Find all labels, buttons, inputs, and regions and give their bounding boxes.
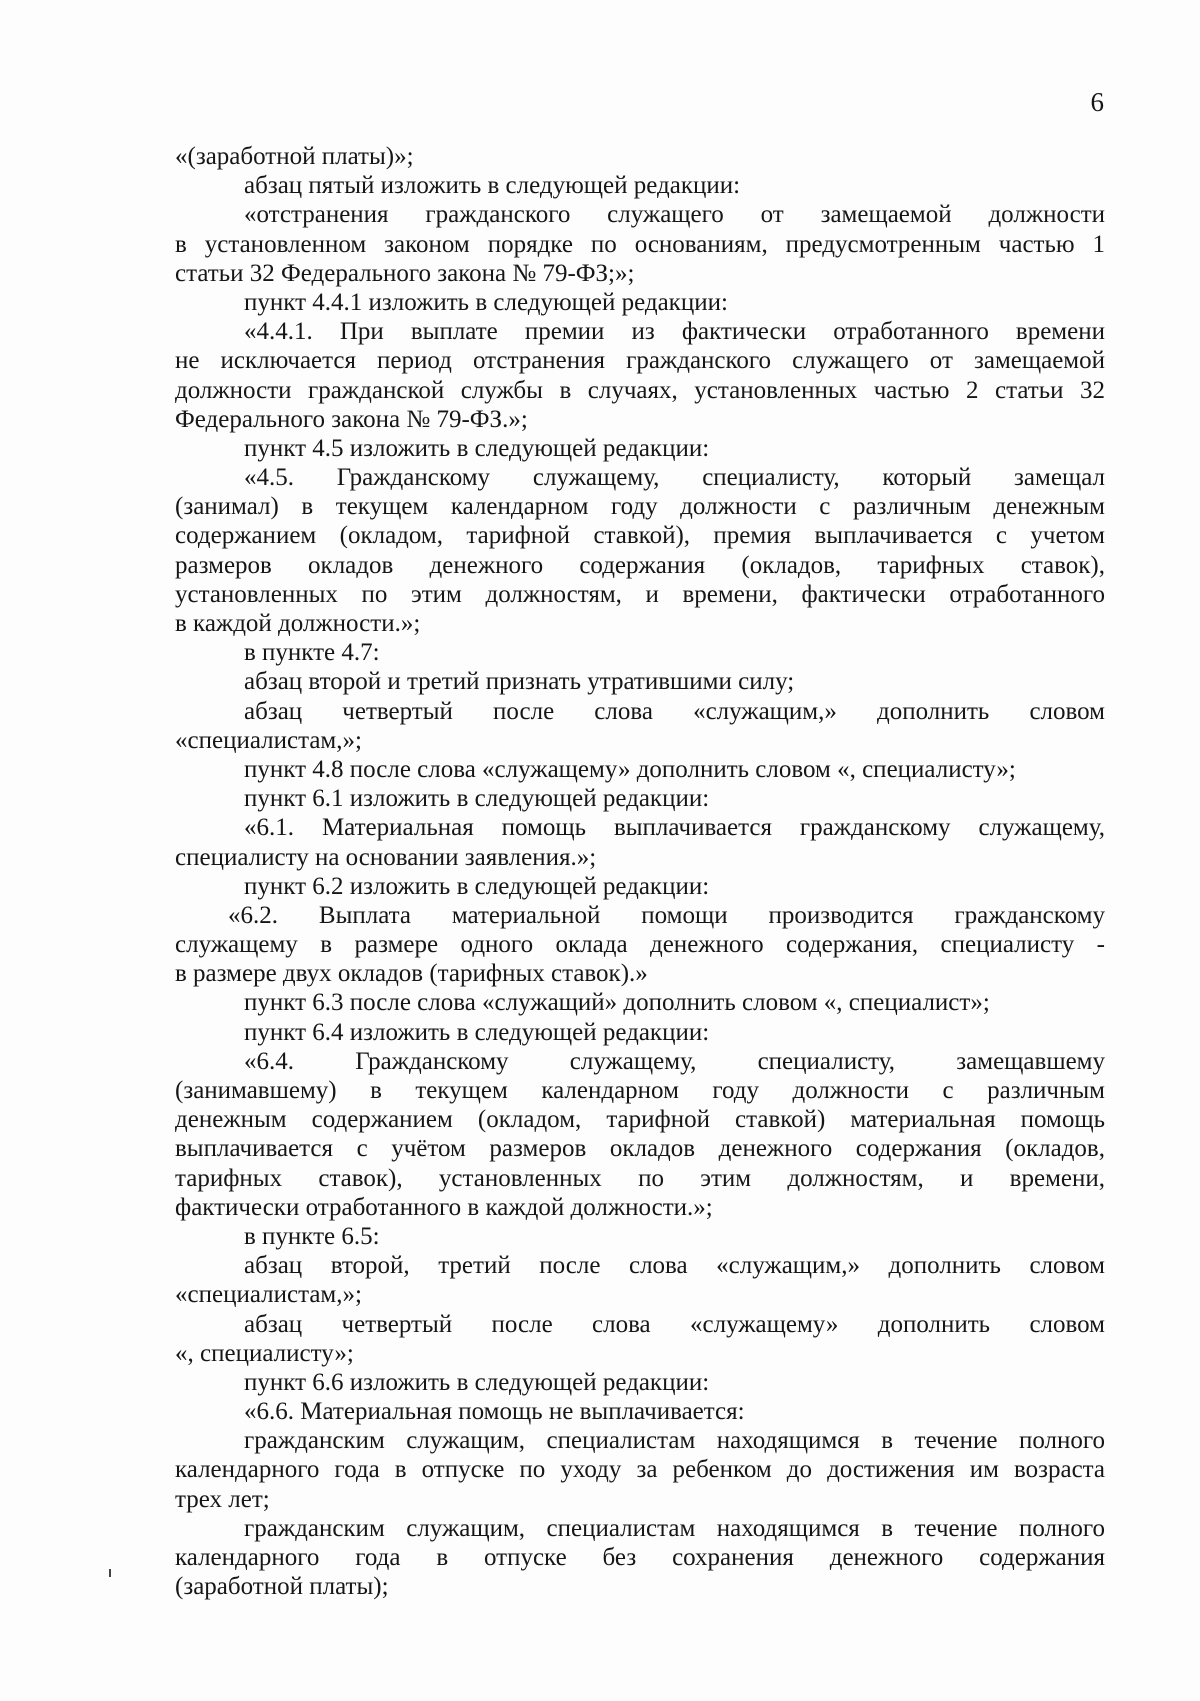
text-line: установленных по этим должностям, и времени, фактически отработанного [175, 580, 1105, 608]
text-line: «4.4.1. При выплате премии из фактически отработанного времени [244, 318, 1105, 346]
text-line: размеров окладов денежного содержания (окладов, тарифных ставок), [175, 551, 1105, 579]
text-line: денежным содержанием (окладом, тарифной ставкой) материальная помощь [175, 1106, 1105, 1134]
text-line: «6.1. Материальная помощь выплачивается гражданскому служащему, [244, 814, 1105, 842]
text-line: (занимавшему) в текущем календарном году должности с различным [175, 1077, 1105, 1104]
text-line: в каждой должности.»; [175, 610, 421, 637]
page-number: 6 [1090, 87, 1104, 117]
text-line: Федерального закона № 79-ФЗ.»; [175, 405, 528, 433]
text-line: гражданским служащим, специалистам находящимся в течение полного [244, 1427, 1105, 1455]
text-line: не исключается период отстранения гражданского служащего от замещаемой [175, 347, 1105, 375]
text-line: (занимал) в текущем календарном году должности с различным денежным [175, 493, 1105, 521]
text-line: календарного года в отпуске без сохранения денежного содержания [175, 1544, 1105, 1571]
text-line: фактически отработанного в каждой должности.»; [175, 1193, 713, 1221]
text-line: пункт 6.6 изложить в следующей редакции: [244, 1368, 710, 1396]
document-body [175, 142, 1105, 1601]
text-line: (заработной платы); [175, 1573, 389, 1601]
text-line: календарного года в отпуске по уходу за ребенком до достижения им возраста [175, 1456, 1105, 1484]
text-line: абзац четвертый после слова «служащему» дополнить словом [244, 1310, 1105, 1338]
text-line: «отстранения гражданского служащего от замещаемой должности [244, 201, 1105, 229]
text-line: в пункте 6.5: [244, 1222, 380, 1250]
text-line: должности гражданской службы в случаях, установленных частью 2 статьи 32 [175, 376, 1105, 404]
text-line: специалисту на основании заявления.»; [175, 843, 597, 871]
text-line: абзац второй и третий признать утратившими силу; [244, 668, 795, 696]
text-line: в размере двух окладов (тарифных ставок).» [175, 960, 648, 988]
text-line: гражданским служащим, специалистам находящимся в течение полного [244, 1514, 1105, 1542]
text-line: «(заработной платы)»; [175, 143, 414, 170]
text-line: «6.2. Выплата материальной помощи производится гражданскому [228, 901, 1105, 929]
text-line: в пункте 4.7: [244, 639, 380, 667]
text-line: выплачивается с учётом размеров окладов денежного содержания (окладов, [175, 1135, 1105, 1163]
text-line: в установленном законом порядке по основаниям, предусмотренным частью 1 [175, 230, 1105, 258]
text-line: пункт 6.1 изложить в следующей редакции: [244, 785, 710, 813]
text-line: служащему в размере одного оклада денежного содержания, специалисту - [175, 931, 1105, 959]
text-line: «6.6. Материальная помощь не выплачивается: [244, 1398, 745, 1426]
text-line: абзац пятый изложить в следующей редакции: [244, 172, 741, 200]
text-line: пункт 4.8 после слова «служащему» дополнить словом «, специалисту»; [244, 755, 1016, 783]
text-line: статьи 32 Федерального закона № 79-ФЗ;»; [175, 259, 635, 287]
text-line: трех лет; [175, 1485, 270, 1513]
text-line: содержанием (окладом, тарифной ставкой), премия выплачивается с учетом [175, 522, 1105, 550]
text-line: пункт 6.3 после слова «служащий» дополнить словом «, специалист»; [244, 989, 990, 1017]
text-line: тарифных ставок), установленных по этим должностям, и времени, [175, 1164, 1105, 1192]
text-line: пункт 6.4 изложить в следующей редакции: [244, 1018, 710, 1046]
text-line: «4.5. Гражданскому служащему, специалисту, который замещал [244, 464, 1105, 492]
text-line: пункт 6.2 изложить в следующей редакции: [244, 872, 710, 900]
text-line: «, специалисту»; [175, 1339, 354, 1367]
text-line: «специалистам,»; [175, 1281, 362, 1309]
text-line: абзац четвертый после слова «служащим,» дополнить словом [244, 697, 1105, 725]
scan-margin-mark [109, 1569, 111, 1577]
text-line: «6.4. Гражданскому служащему, специалисту, замещавшему [244, 1047, 1105, 1075]
text-line: пункт 4.4.1 изложить в следующей редакции: [244, 288, 728, 316]
text-line: абзац второй, третий после слова «служащим,» дополнить словом [244, 1252, 1105, 1280]
text-line: «специалистам,»; [175, 726, 362, 754]
text-line: пункт 4.5 изложить в следующей редакции: [244, 434, 710, 462]
